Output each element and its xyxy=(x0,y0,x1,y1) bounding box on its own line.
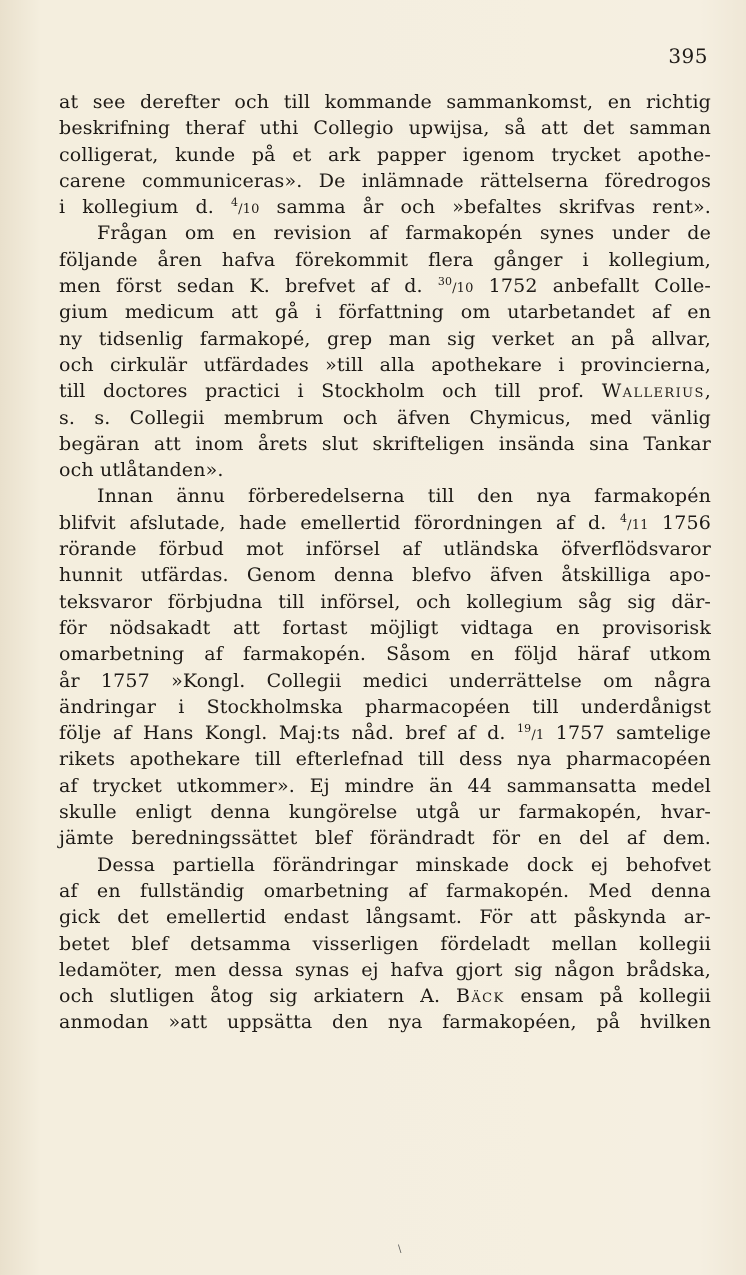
line-text: at see derefter och till kommande sammankomst, en richtig xyxy=(59,91,711,113)
text-line xyxy=(59,431,711,457)
line-text: ny tidsenlig farmakopé, grep man sig verket an på allvar, xyxy=(59,327,711,350)
date-fraction xyxy=(231,196,260,218)
line-text: omarbetning af farmakopén. Såsom en följd häraf utkom xyxy=(59,643,711,666)
text-line xyxy=(59,668,711,694)
text-line xyxy=(59,405,711,431)
date-fraction xyxy=(438,275,474,297)
text-line xyxy=(59,326,711,352)
line-text: s. s. Collegii membrum och äfven Chymicus, med vänlig xyxy=(59,406,711,429)
date-fraction xyxy=(517,722,544,744)
text-line xyxy=(59,378,711,404)
line-text: och slutligen åtog sig arkiatern A. xyxy=(59,985,456,1008)
line-text: ändringar i Stockholmska pharmacopéen till underdånigst xyxy=(59,695,711,718)
line-text: rikets apothekare till efterlefnad till dess nya pharmacopéen xyxy=(59,748,711,771)
fraction-numerator: 30 xyxy=(437,275,453,289)
line-text: följande åren hafva förekommit flera gånger i kollegium, xyxy=(59,248,711,271)
fraction-numerator: 4 xyxy=(620,511,628,525)
fraction-numerator: 4 xyxy=(231,196,239,210)
line-text: 1752 anbefallt Colle- xyxy=(473,275,711,298)
text-line xyxy=(59,983,711,1009)
text-line xyxy=(59,89,711,115)
line-text: till doctores practici i Stockholm och till prof. xyxy=(59,380,602,403)
text-line xyxy=(59,273,711,299)
line-text: hunnit utfärdas. Genom denna blefvo äfven åtskilliga apo- xyxy=(59,564,711,587)
text-line xyxy=(59,510,711,536)
text-line xyxy=(59,115,711,141)
line-text: anmodan »att uppsätta den nya farmakopéen, på hvilken xyxy=(59,1011,711,1034)
text-line xyxy=(59,536,711,562)
line-text: 1756 xyxy=(648,511,712,534)
line-text: blifvit afslutade, hade emellertid förordningen af d. xyxy=(59,511,621,534)
text-line xyxy=(59,589,711,615)
text-line xyxy=(59,641,711,667)
text-line xyxy=(59,352,711,378)
text-line xyxy=(59,878,711,904)
text-line xyxy=(59,142,711,168)
line-text: och cirkulär utfärdades »till alla apothekare i provincierna, xyxy=(59,353,711,376)
line-text: beskrifning theraf uthi Collegio upwijsa, så att det samman xyxy=(59,117,711,140)
fraction-denominator: /10 xyxy=(452,281,474,297)
text-line xyxy=(59,299,711,325)
text-line xyxy=(59,799,711,825)
line-text: gick det emellertid endast långsamt. För att påskynda ar- xyxy=(59,906,711,929)
author-name: Bäck xyxy=(455,985,505,1008)
line-text: men först sedan K. brefvet af d. xyxy=(59,275,438,298)
footer-mark: \ xyxy=(398,1244,402,1255)
line-text: teksvaror förbjudna till införsel, och kollegium såg sig där- xyxy=(59,590,711,613)
text-line xyxy=(59,694,711,720)
line-text: Innan ännu förberedelserna till den nya farmakopén xyxy=(97,485,711,508)
fraction-denominator: /1 xyxy=(531,728,545,744)
line-text: carene communiceras». De inlämnade rättelserna föredrogos xyxy=(59,169,711,192)
line-text: colligerat, kunde på et ark papper igenom trycket apothe- xyxy=(59,143,711,166)
line-text: Frågan om en revision af farmakopén synes under de xyxy=(97,222,711,245)
text-line xyxy=(59,773,711,799)
line-text: begäran att inom årets slut skrifteligen insända sina Tankar xyxy=(59,432,711,455)
line-text: för nödsakadt att fortast möjligt vidtaga en provisorisk xyxy=(59,616,711,639)
text-line xyxy=(59,746,711,772)
line-text: jämte beredningssättet blef förändradt för en del af dem. xyxy=(59,827,711,850)
line-text: af en fullständig omarbetning af farmakopén. Med denna xyxy=(59,879,711,902)
line-text: och utlåtanden». xyxy=(59,459,224,482)
line-text: ensam på kollegii xyxy=(504,985,711,1008)
fraction-numerator: 19 xyxy=(517,722,532,736)
text-line xyxy=(59,615,711,641)
line-text: ledamöter, men dessa synas ej hafva gjort sig någon brådska, xyxy=(59,958,711,981)
text-line xyxy=(59,852,711,878)
line-text: af trycket utkommer». Ej mindre än 44 sammansatta medel xyxy=(59,774,711,797)
line-text: betet blef detsamma visserligen fördeladt mellan kollegii xyxy=(59,932,711,955)
fraction-denominator: /11 xyxy=(627,517,649,533)
text-line xyxy=(59,931,711,957)
line-text: rörande förbud mot införsel af utländska öfverflödsvaror xyxy=(59,538,711,561)
date-fraction xyxy=(620,512,649,534)
text-line xyxy=(59,825,711,851)
text-line xyxy=(59,247,711,273)
text-line xyxy=(59,957,711,983)
text-line xyxy=(59,483,711,509)
text-line xyxy=(59,168,711,194)
fraction-denominator: /10 xyxy=(238,202,260,218)
line-text: 1757 samtelige xyxy=(544,722,711,745)
page-number: 395 xyxy=(668,44,708,68)
text-line xyxy=(59,720,711,746)
text-line xyxy=(59,1009,711,1035)
text-line xyxy=(59,457,711,483)
text-line xyxy=(59,194,711,220)
line-text: i kollegium d. xyxy=(59,196,231,219)
line-text: år 1757 »Kongl. Collegii medici underrättelse om några xyxy=(59,669,711,692)
line-text: , xyxy=(704,380,711,403)
line-text: skulle enligt denna kungörelse utgå ur farmakopén, hvar- xyxy=(59,801,711,824)
line-text: samma år och »befaltes skrifvas rent». xyxy=(259,196,712,219)
text-line xyxy=(59,220,711,246)
text-line xyxy=(59,562,711,588)
line-text: Dessa partiella förändringar minskade dock ej behofvet xyxy=(97,853,711,876)
text-line xyxy=(59,904,711,930)
author-name: Wallerius xyxy=(601,380,705,403)
line-text: följe af Hans Kongl. Maj:ts nåd. bref af d. xyxy=(59,722,518,745)
body-text xyxy=(59,89,711,1036)
line-text: gium medicum att gå i författning om utarbetandet af en xyxy=(59,301,711,324)
